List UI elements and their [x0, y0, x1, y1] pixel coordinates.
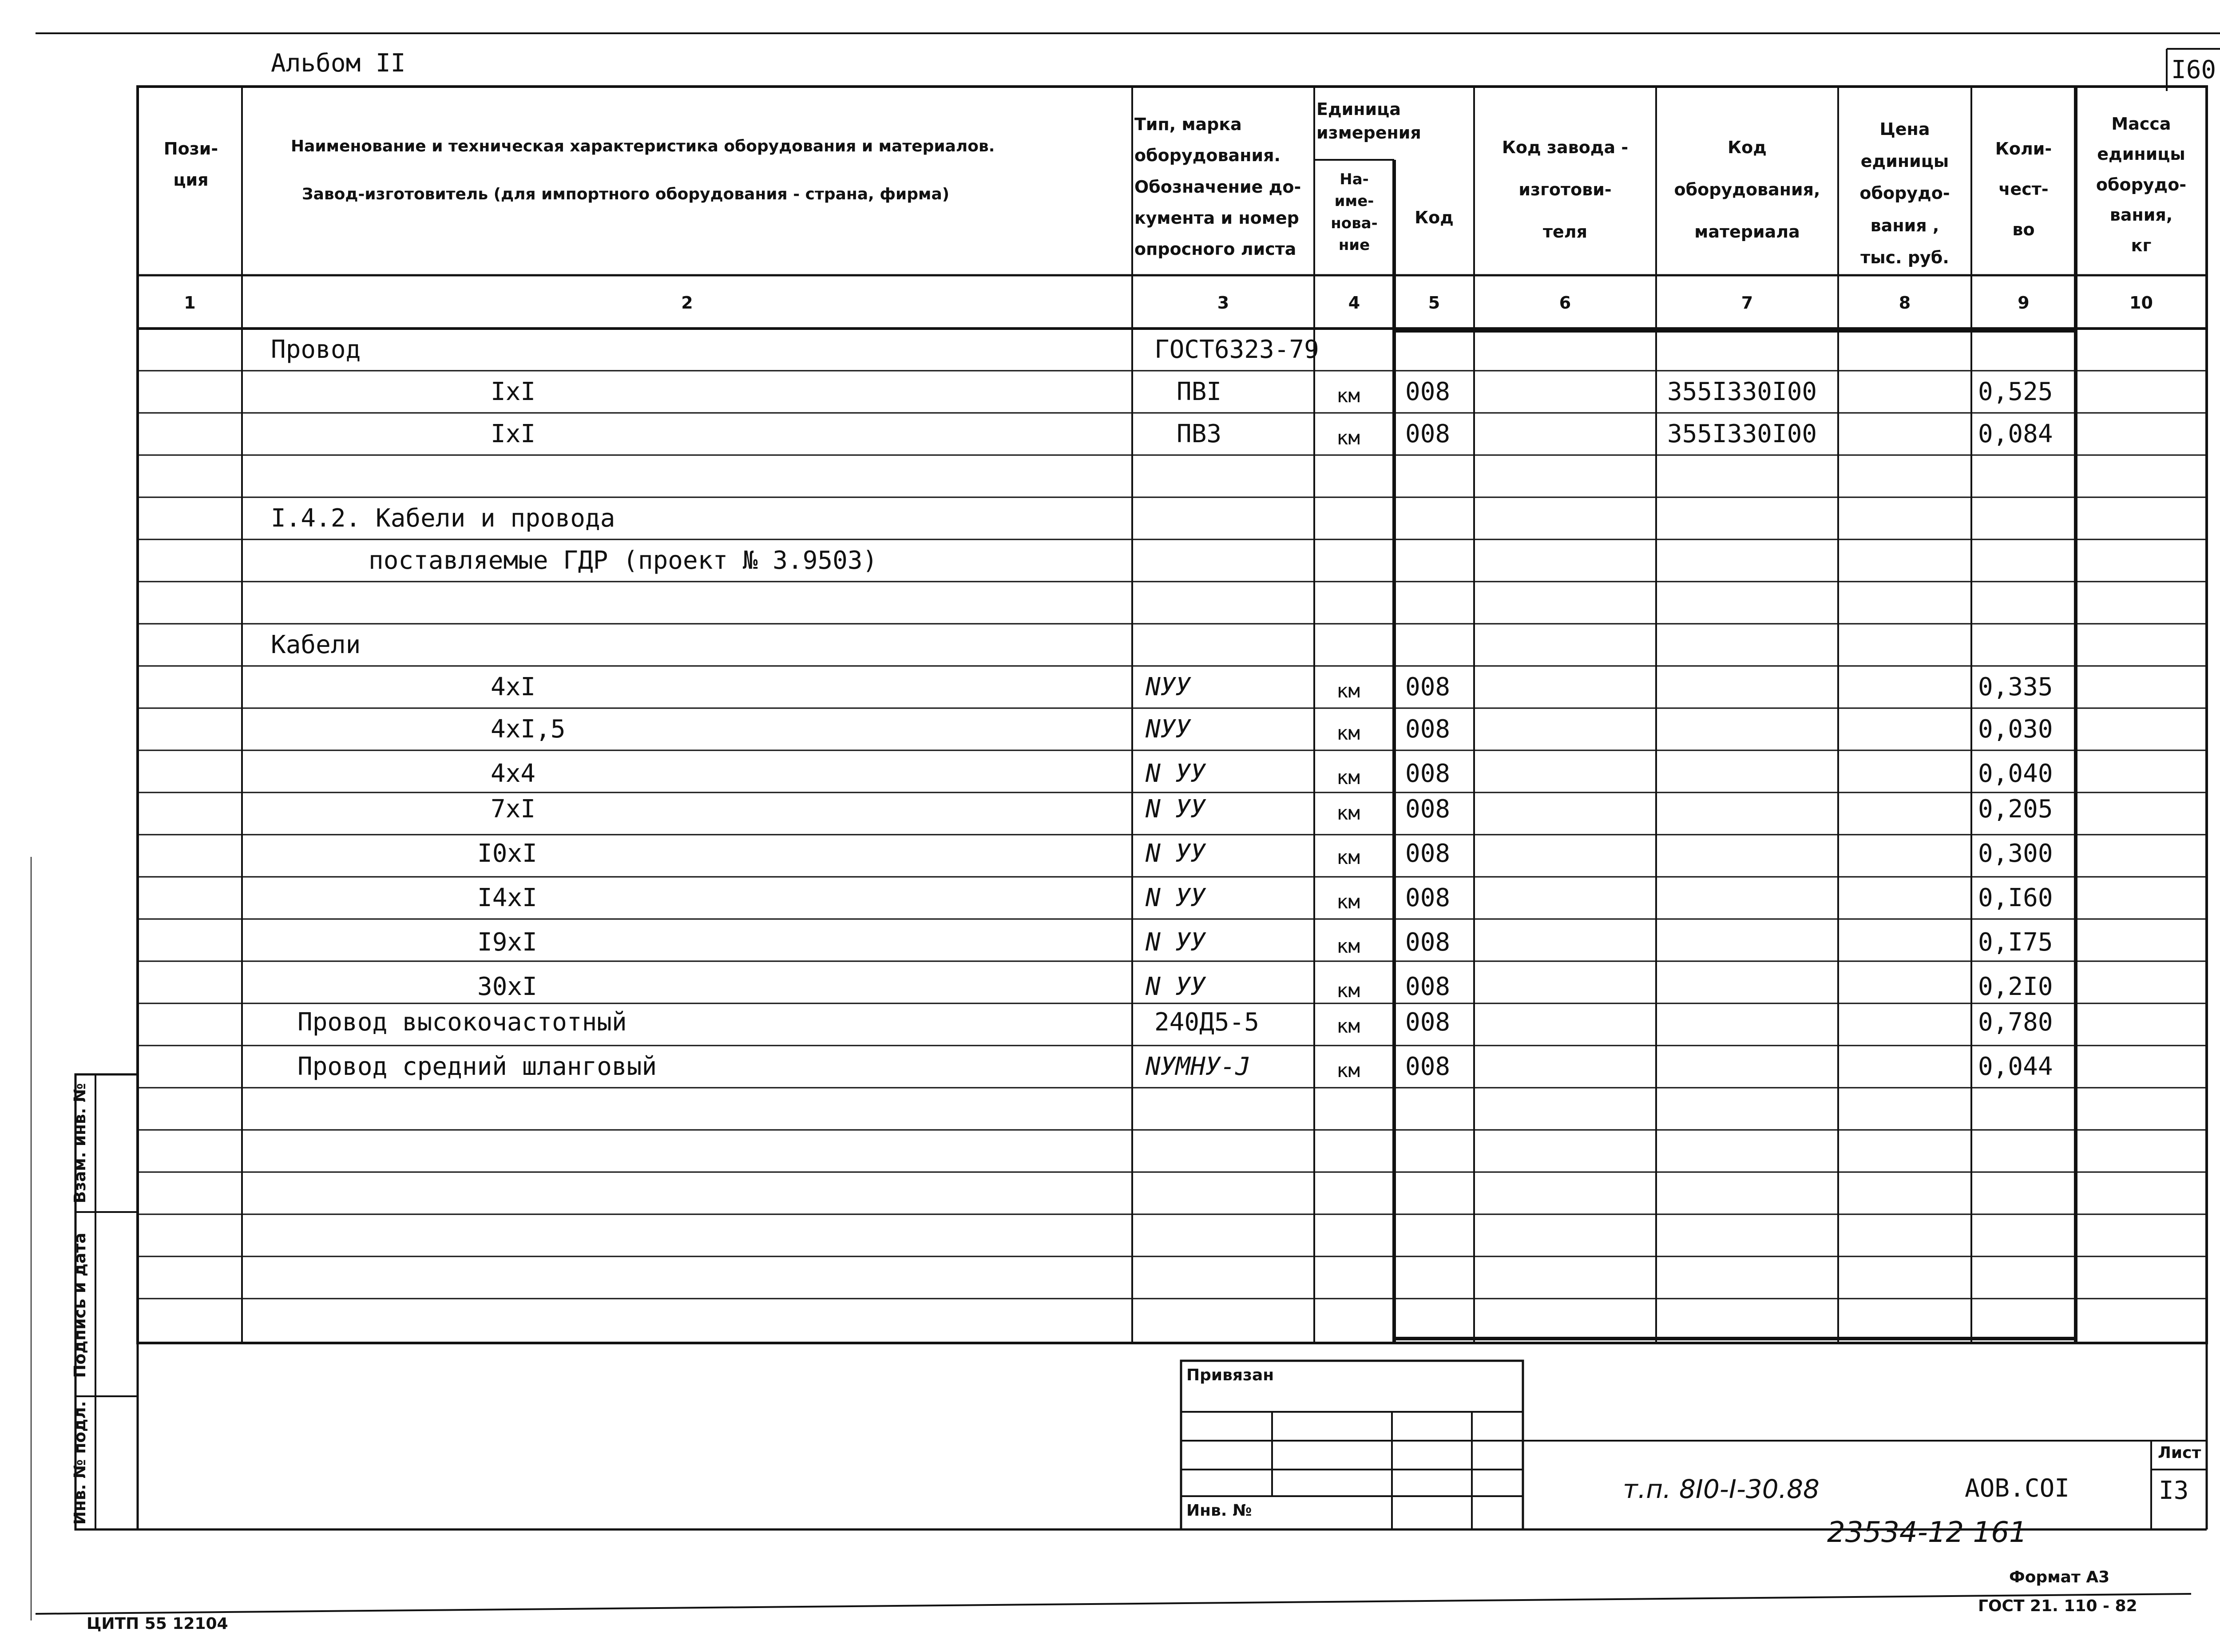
col-number-2: 2 — [681, 293, 693, 313]
col-number-7: 7 — [1741, 293, 1753, 313]
row-code: 008 — [1405, 928, 1451, 957]
row-quantity: 0,030 — [1978, 715, 2053, 744]
row-type: NУУ — [1146, 673, 1191, 701]
col-number-6: 6 — [1559, 293, 1571, 313]
row-type: N УУ — [1146, 795, 1205, 824]
row-type: ПВI — [1177, 377, 1222, 406]
row-quantity: 0,I60 — [1978, 883, 2053, 912]
header-name-line2: Завод-изготовитель (для импортного оборудования - страна, фирма) — [302, 185, 950, 203]
stamp-list-number: I3 — [2159, 1476, 2189, 1505]
row-quantity: 0,300 — [1978, 839, 2053, 868]
row-type: N УУ — [1146, 972, 1205, 1001]
row-name: 4x4 — [491, 759, 536, 788]
row-unit: км — [1336, 935, 1360, 958]
section-subtitle: поставляемые ГДР (проект № 3.9503) — [369, 546, 878, 575]
row-type: NУМНУ-J — [1146, 1052, 1251, 1081]
row-code: 008 — [1405, 795, 1451, 824]
header-name-line1: Наименование и техническая характеристика оборудования и материалов. — [291, 137, 995, 155]
row-quantity: 0,2I0 — [1978, 972, 2053, 1001]
format-label: Формат А3 — [2009, 1568, 2110, 1586]
header-factory-code: Код завода - изготови- теля — [1502, 138, 1629, 242]
row-name: I4xI — [477, 883, 537, 912]
row-code: 008 — [1405, 883, 1451, 912]
row-unit: км — [1336, 766, 1360, 789]
row-quantity: 0,084 — [1978, 420, 2053, 448]
row-code: 008 — [1405, 715, 1451, 744]
row-quantity: 0,335 — [1978, 673, 2053, 701]
row-code: 008 — [1405, 420, 1451, 448]
header-unit: Единица измерения — [1316, 99, 1421, 143]
stamp-privyazan: Привязан — [1186, 1366, 1274, 1384]
row-code: 008 — [1405, 1052, 1451, 1081]
row-quantity: 0,525 — [1978, 377, 2053, 406]
row-name: IxI — [491, 420, 536, 448]
row-quantity: 0,044 — [1978, 1052, 2053, 1081]
row-name: 4xI,5 — [491, 715, 566, 744]
row-equipment-code: 355I330I00 — [1667, 377, 1817, 406]
row-code: 008 — [1405, 673, 1451, 701]
row-name: 4xI — [491, 673, 536, 701]
stamp-inv-no: Инв. № — [1186, 1501, 1252, 1520]
row-unit: км — [1336, 846, 1360, 869]
side-label-vzam: Взам. инв. № — [71, 1083, 89, 1204]
stamp-tp-number: т.п. 8I0-I-30.88 — [1623, 1474, 1820, 1504]
col-number-10: 10 — [2129, 293, 2153, 313]
side-label-podpis: Подпись и дата — [71, 1232, 89, 1378]
row-type: ГОСТ6323-79 — [1154, 335, 1319, 364]
row-name: I9xI — [477, 928, 537, 957]
row-code: 008 — [1405, 1008, 1451, 1037]
row-quantity: 0,780 — [1978, 1008, 2053, 1037]
row-unit: км — [1336, 1059, 1360, 1082]
row-unit: км — [1336, 979, 1360, 1002]
row-code: 008 — [1405, 759, 1451, 788]
side-label-inv-podl: Инв. № подл. — [71, 1401, 89, 1525]
row-quantity: 0,040 — [1978, 759, 2053, 788]
row-code: 008 — [1405, 839, 1451, 868]
row-type: N УУ — [1146, 883, 1205, 912]
stamp-list-label: Лист — [2158, 1444, 2201, 1462]
section-title: I.4.2. Кабели и провода — [271, 504, 615, 533]
header-mass: Масса единицы оборудо- вания, кг — [2096, 114, 2187, 255]
stamp-doc-code: АОВ.COI — [1965, 1474, 2070, 1503]
row-quantity: 0,205 — [1978, 795, 2053, 824]
row-name: Кабели — [271, 630, 361, 659]
row-unit: км — [1336, 1015, 1360, 1038]
row-unit: км — [1336, 680, 1360, 702]
row-name: 30xI — [477, 972, 537, 1001]
row-type: N УУ — [1146, 839, 1205, 868]
row-name: Провод высокочастотный — [297, 1008, 627, 1037]
row-type: NУУ — [1146, 715, 1191, 744]
album-label: Альбом II — [271, 49, 406, 78]
handwritten-number: 23534-12 161 — [1827, 1516, 2027, 1549]
row-unit: км — [1336, 384, 1360, 407]
row-unit: км — [1336, 802, 1360, 824]
row-name: 7xI — [491, 795, 536, 824]
header-unit-code: Код — [1415, 208, 1454, 227]
row-unit: км — [1336, 427, 1360, 449]
col-number-1: 1 — [184, 293, 196, 313]
row-quantity: 0,I75 — [1978, 928, 2053, 957]
header-type: Тип, марка оборудования. Обозначение до- кумента и номер опросного листа — [1134, 115, 1301, 259]
row-type: N УУ — [1146, 759, 1205, 788]
row-code: 008 — [1405, 972, 1451, 1001]
col-number-5: 5 — [1428, 293, 1440, 313]
header-position: Пози- ция — [163, 139, 218, 190]
row-unit: км — [1336, 891, 1360, 913]
col-number-4: 4 — [1348, 293, 1360, 313]
row-name: I0xI — [477, 839, 537, 868]
header-unit-name: На- име- нова- ние — [1331, 170, 1378, 254]
col-number-9: 9 — [2018, 293, 2030, 313]
row-name: IxI — [491, 377, 536, 406]
row-equipment-code: 355I330I00 — [1667, 420, 1817, 448]
gost-label: ГОСТ 21. 110 - 82 — [1978, 1597, 2137, 1615]
row-type: ПВ3 — [1177, 420, 1222, 448]
col-number-8: 8 — [1899, 293, 1911, 313]
page-number: I60 — [2171, 55, 2216, 84]
row-code: 008 — [1405, 377, 1451, 406]
row-unit: км — [1336, 722, 1360, 745]
row-type: 240Д5-5 — [1154, 1008, 1260, 1037]
header-equipment-code: Код оборудования, материала — [1674, 138, 1820, 242]
row-type: N УУ — [1146, 928, 1205, 957]
header-price: Цена единицы оборудо- вания , тыс. руб. — [1859, 119, 1950, 267]
row-name: Провод средний шланговый — [297, 1052, 657, 1081]
citp-label: ЦИТП 55 12104 — [87, 1615, 228, 1633]
col-number-3: 3 — [1217, 293, 1229, 313]
header-quantity: Коли- чест- во — [1995, 139, 2052, 240]
row-name: Провод — [271, 335, 361, 364]
